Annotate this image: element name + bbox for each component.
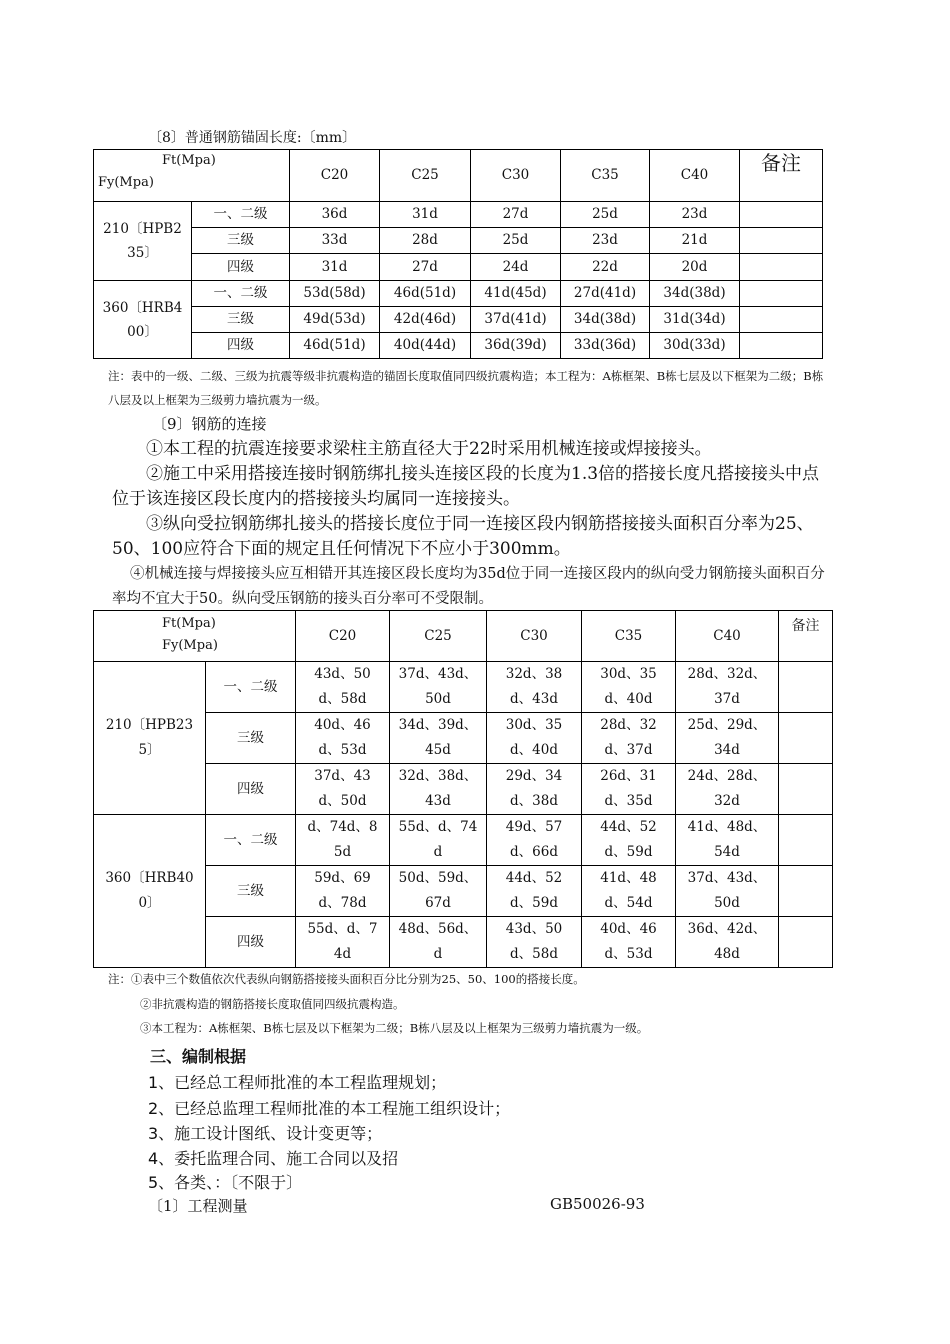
basis-item: 3、施工设计图纸、设计变更等； [148, 1124, 383, 1143]
remark-cell [779, 815, 833, 866]
seismic-grade: 三级 [206, 866, 296, 917]
table-cell: 36d(39d) [471, 333, 561, 359]
anchorage-table [93, 149, 823, 359]
table-cell: 43d、50d、58d [487, 917, 582, 968]
header-corner [94, 611, 296, 662]
table-cell: 37d、43d、50d [390, 662, 487, 713]
remark-cell [740, 228, 823, 254]
connection-paragraph-4: ④机械连接与焊接接头应互相错开其连接区段长度均为35d位于同一连接区段内的纵向受力钢筋接头面积百分率均不宜大于50。纵向受压钢筋的接头百分率可不受限制。 [112, 566, 825, 607]
remark-cell [779, 917, 833, 968]
section9-title: 〔9〕钢筋的连接 [152, 415, 267, 433]
table-cell: 27d [380, 254, 471, 281]
col-header: C40 [650, 150, 740, 202]
remark-cell [779, 713, 833, 764]
lap-length-table [93, 610, 833, 968]
connection-paragraph-3: ③纵向受拉钢筋绑扎接头的搭接长度位于同一连接区段内钢筋搭接接头面积百分率为25、50、100应符合下面的规定且任何情况下不应小于300mm。 [112, 514, 814, 559]
table-cell: 30d(33d) [650, 333, 740, 359]
table-cell: 26d、31d、35d [582, 764, 676, 815]
table-cell: 40d、46d、53d [582, 917, 676, 968]
table-cell: 31d [380, 202, 471, 228]
seismic-grade: 四级 [206, 764, 296, 815]
table-cell: 46d(51d) [290, 333, 380, 359]
table-cell: 31d [290, 254, 380, 281]
seismic-grade: 四级 [206, 917, 296, 968]
table-cell: 27d [471, 202, 561, 228]
table-cell: 41d、48d、54d [582, 866, 676, 917]
table-cell: 43d、50d、58d [296, 662, 390, 713]
table2-note-3: ③本工程为：A栋框架、B栋七层及以下框架为二级；B栋八层及以上框架为三级剪力墙抗震为一级。 [140, 1021, 649, 1035]
table-cell: 28d [380, 228, 471, 254]
table-cell: 41d、48d、54d [676, 815, 779, 866]
table-cell: 34d、39d、45d [390, 713, 487, 764]
table-cell: 42d(46d) [380, 307, 471, 333]
seismic-grade: 三级 [192, 228, 290, 254]
table-cell: 55d、d、74d [296, 917, 390, 968]
table-cell: 55d、d、74d [390, 815, 487, 866]
seismic-grade: 一、二级 [206, 815, 296, 866]
header-corner [94, 150, 290, 202]
table-cell: 36d [290, 202, 380, 228]
seismic-grade: 四级 [192, 254, 290, 281]
table-cell: 36d、42d、48d [676, 917, 779, 968]
table-cell: 24d [471, 254, 561, 281]
remark-cell [740, 202, 823, 228]
remark-cell [740, 333, 823, 359]
basis-item: 5、各类、：〔不限于〕 [148, 1173, 303, 1192]
table-cell: 29d、34d、38d [487, 764, 582, 815]
steel-grade-label: 210〔HPB235〕 [94, 662, 206, 815]
table-cell: d、74d、85d [296, 815, 390, 866]
col-header: C25 [380, 150, 471, 202]
seismic-grade: 一、二级 [206, 662, 296, 713]
steel-grade-label: 360〔HRB400〕 [94, 815, 206, 968]
remark-cell [740, 254, 823, 281]
header-ft: Ft(Mpa) [162, 153, 216, 168]
table-cell: 40d、46d、53d [296, 713, 390, 764]
table-cell: 23d [650, 202, 740, 228]
table-cell: 30d、35d、40d [487, 713, 582, 764]
seismic-grade: 一、二级 [192, 281, 290, 307]
standard-code: GB50026-93 [550, 1195, 645, 1213]
table-cell: 44d、52d、59d [582, 815, 676, 866]
seismic-grade: 三级 [192, 307, 290, 333]
table-note: 注：表中的一级、二级、三级为抗震等级非抗震构造的锚固长度取值同四级抗震构造；本工程为：A栋框架、B栋七层及以下框架为二级；B栋八层及以上框架为三级剪力墙抗震为一级。 [108, 369, 824, 407]
section3-title: 三、编制根据 [150, 1047, 247, 1066]
table-cell: 32d、38d、43d [487, 662, 582, 713]
table-cell: 37d、43d、50d [676, 866, 779, 917]
table-cell: 25d [561, 202, 650, 228]
table-cell: 25d [471, 228, 561, 254]
table-cell: 48d、56d、d [390, 917, 487, 968]
seismic-grade: 三级 [206, 713, 296, 764]
remark-cell [779, 866, 833, 917]
table-cell: 32d、38d、43d [390, 764, 487, 815]
table-cell: 41d(45d) [471, 281, 561, 307]
basis-item: 4、委托监理合同、施工合同以及招 [148, 1149, 399, 1168]
col-header: C35 [582, 611, 676, 662]
basis-item: 2、已经总监理工程师批准的本工程施工组织设计； [148, 1099, 511, 1118]
header-fy: Fy(Mpa) [98, 175, 154, 190]
steel-grade-label: 210〔HPB235〕 [94, 202, 192, 281]
remark-header: 备注 [779, 611, 833, 662]
table-cell: 33d [290, 228, 380, 254]
col-header: C35 [561, 150, 650, 202]
table-cell: 34d(38d) [561, 307, 650, 333]
col-header: C25 [390, 611, 487, 662]
col-header: C30 [487, 611, 582, 662]
table-cell: 28d、32d、37d [582, 713, 676, 764]
table-cell: 49d(53d) [290, 307, 380, 333]
seismic-grade: 一、二级 [192, 202, 290, 228]
table-cell: 37d、43d、50d [296, 764, 390, 815]
table-cell: 21d [650, 228, 740, 254]
col-header: C40 [676, 611, 779, 662]
table-cell: 25d、29d、34d [676, 713, 779, 764]
connection-paragraph-2: ②施工中采用搭接连接时钢筋绑扎接头连接区段的长度为1.3倍的搭接长度凡搭接接头中点位于该连接区段长度内的搭接接头均属同一连接接头。 [112, 464, 820, 509]
table-cell: 33d(36d) [561, 333, 650, 359]
table-cell: 49d、57d、66d [487, 815, 582, 866]
connection-paragraph-1: ①本工程的抗震连接要求梁柱主筋直径大于22时采用机械连接或焊接接头。 [146, 439, 712, 459]
table2-note-2: ②非抗震构造的钢筋搭接长度取值同四级抗震构造。 [140, 997, 405, 1011]
table-cell: 44d、52d、59d [487, 866, 582, 917]
table-cell: 20d [650, 254, 740, 281]
steel-grade-label: 360〔HRB400〕 [94, 281, 192, 359]
table-cell: 50d、59d、67d [390, 866, 487, 917]
remark-cell [779, 662, 833, 713]
table-cell: 30d、35d、40d [582, 662, 676, 713]
table2-note-1: 注：①表中三个数值依次代表纵向钢筋搭接接头面积百分比分别为25、50、100的搭接长度。 [108, 972, 585, 986]
col-header: C20 [296, 611, 390, 662]
basis-item: 1、已经总工程师批准的本工程监理规划； [148, 1073, 447, 1092]
table-cell: 59d、69d、78d [296, 866, 390, 917]
seismic-grade: 四级 [192, 333, 290, 359]
col-header: C20 [290, 150, 380, 202]
remark-cell [779, 764, 833, 815]
table-cell: 53d(58d) [290, 281, 380, 307]
table-cell: 24d、28d、32d [676, 764, 779, 815]
remark-cell [740, 307, 823, 333]
table-cell: 34d(38d) [650, 281, 740, 307]
table-cell: 28d、32d、37d [676, 662, 779, 713]
table-cell: 40d(44d) [380, 333, 471, 359]
table-cell: 37d(41d) [471, 307, 561, 333]
table-cell: 31d(34d) [650, 307, 740, 333]
remark-cell [740, 281, 823, 307]
standard-label: 〔1〕工程测量 [148, 1197, 248, 1215]
table-cell: 22d [561, 254, 650, 281]
table-cell: 27d(41d) [561, 281, 650, 307]
table-cell: 23d [561, 228, 650, 254]
header-ft: Ft(Mpa) [162, 616, 216, 631]
col-header: C30 [471, 150, 561, 202]
header-fy: Fy(Mpa) [162, 638, 218, 653]
table-cell: 46d(51d) [380, 281, 471, 307]
remark-header: 备注 [740, 150, 823, 202]
section8-title: 〔8〕普通钢筋锚固长度:〔mm〕 [148, 130, 357, 146]
